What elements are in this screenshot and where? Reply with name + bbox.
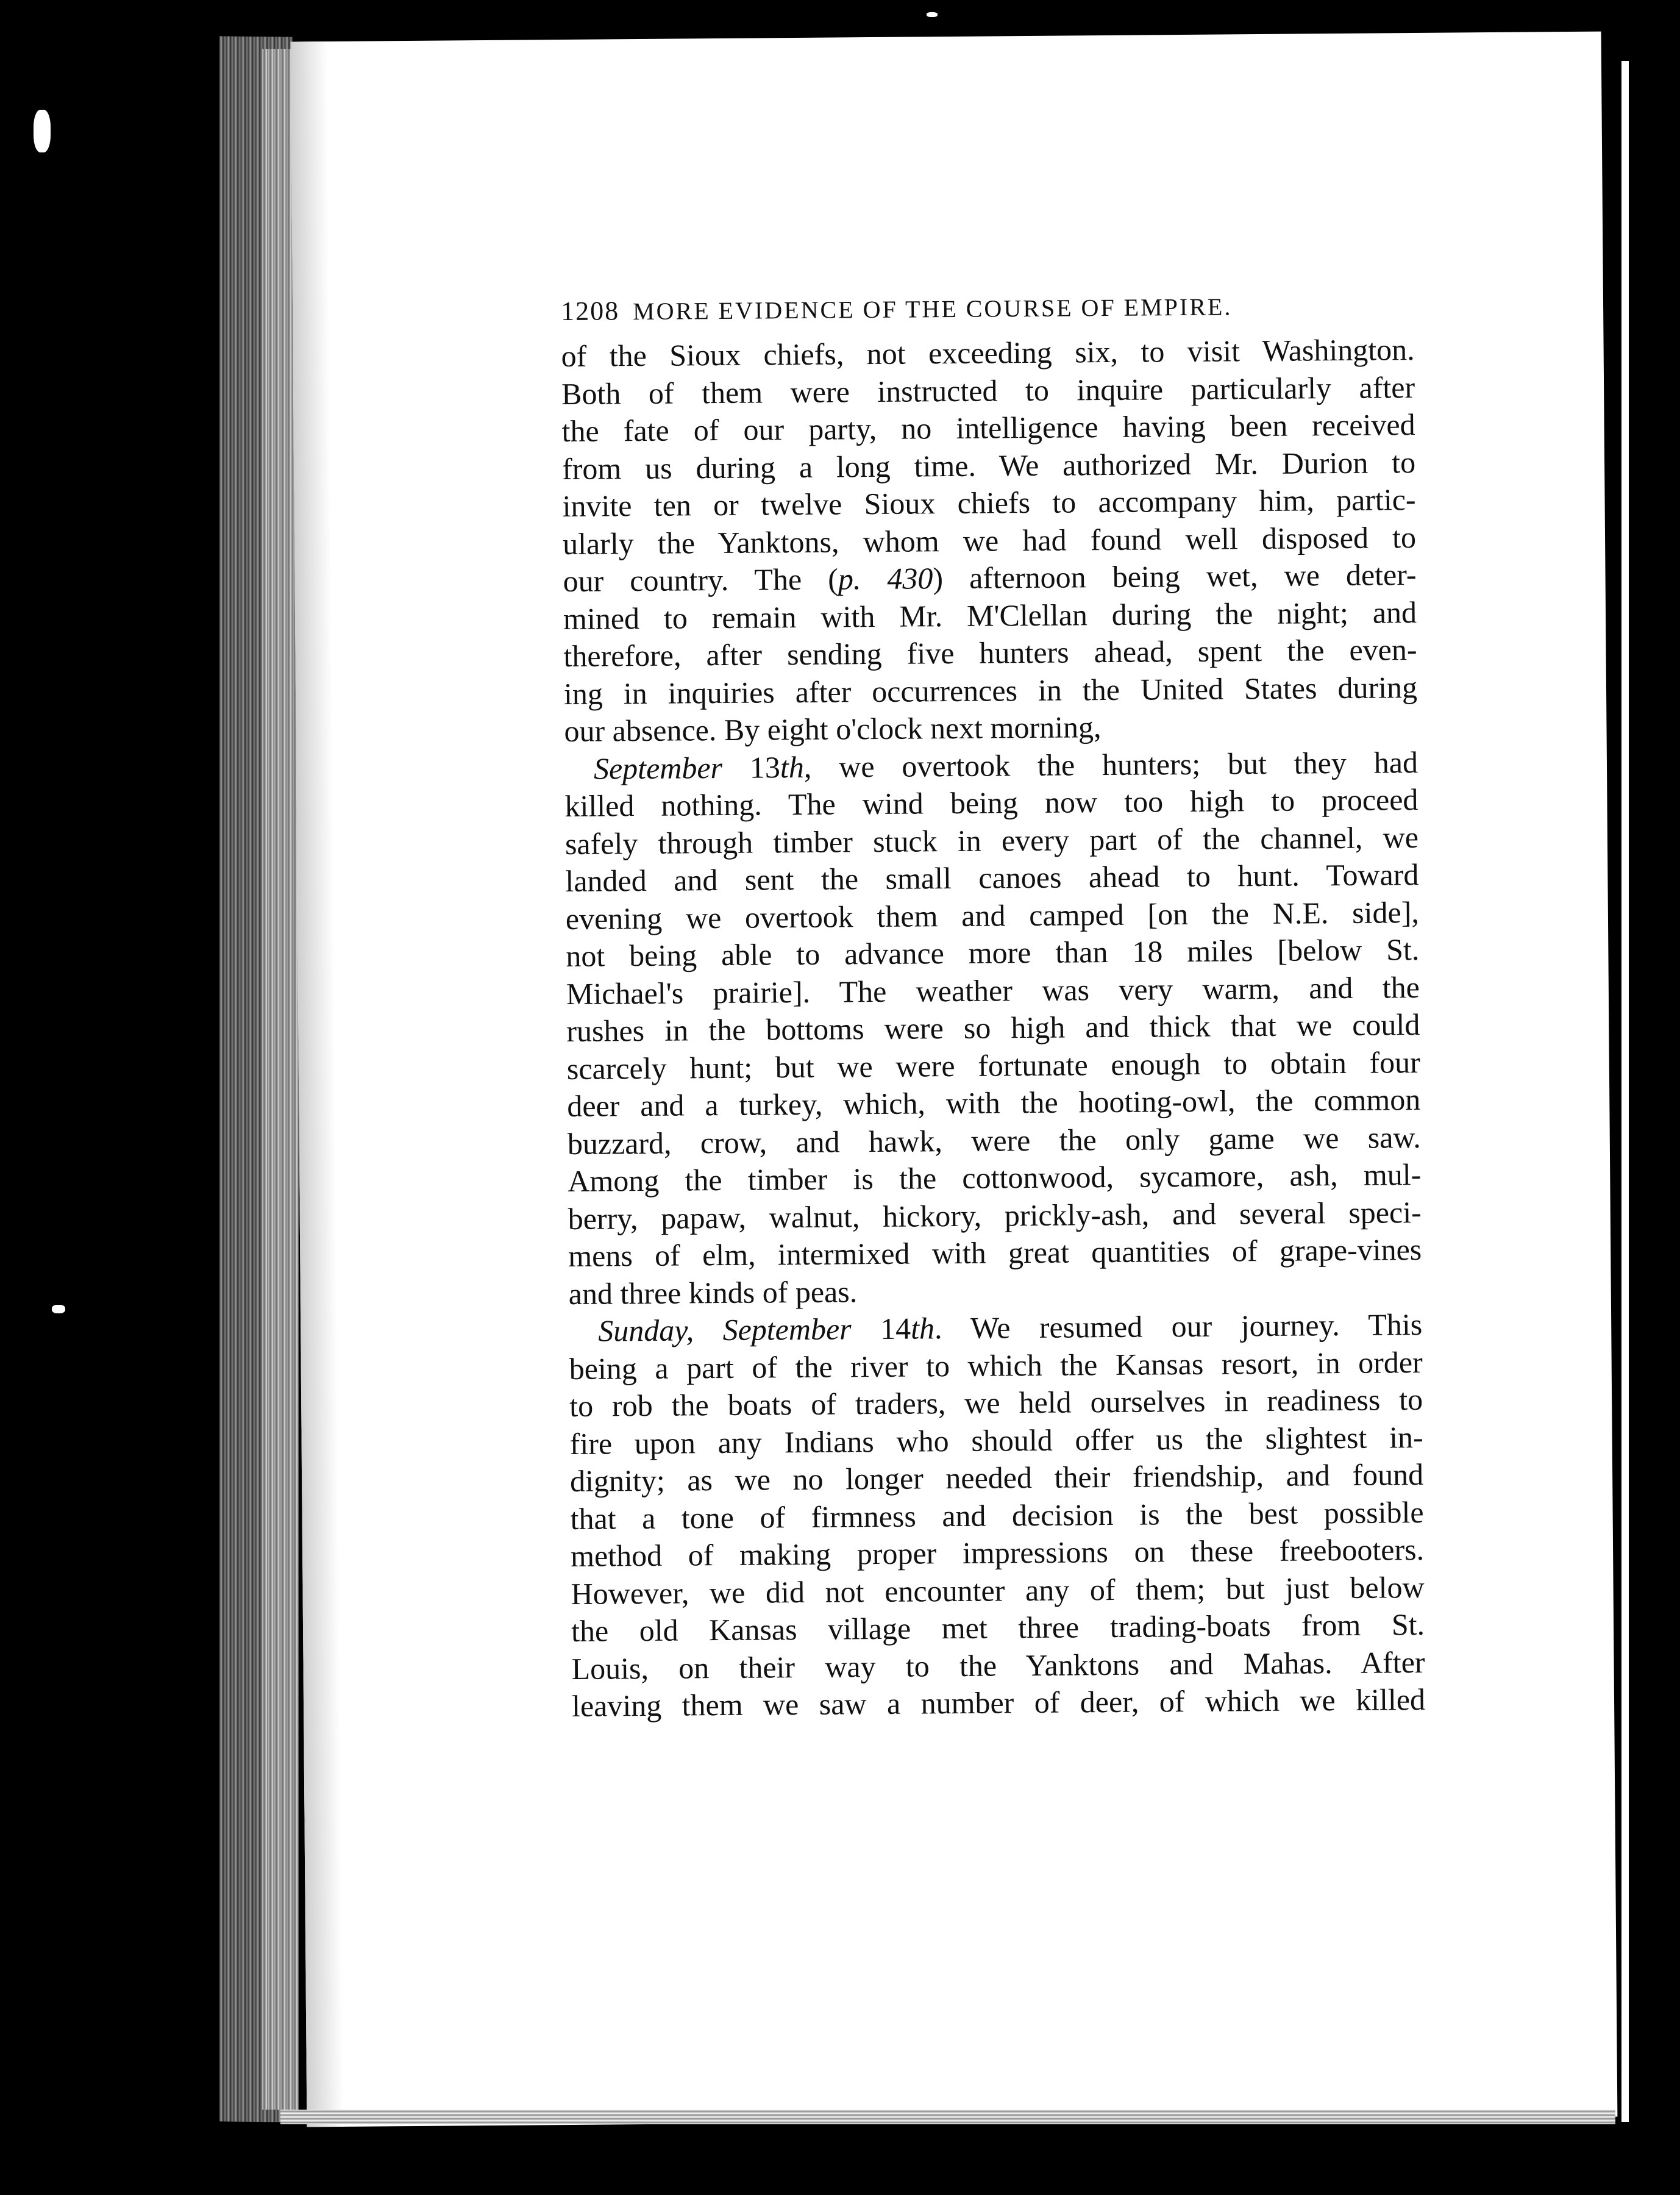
book-page bbox=[291, 32, 1618, 2127]
text-line bbox=[567, 1081, 1420, 1125]
line-text: landed and sent the small canoes ahead to hunt. Toward bbox=[565, 857, 1419, 898]
line-text: fire upon any Indians who should offer us the slightest in- bbox=[569, 1419, 1423, 1461]
line-text: method of making proper impressions on these freebooters. bbox=[570, 1532, 1425, 1573]
line-text: ) afternoon being wet, we deter- bbox=[933, 557, 1417, 596]
page-bottom-edge bbox=[280, 2110, 1615, 2124]
line-text: buzzard, crow, and hawk, were the only game we saw. bbox=[567, 1119, 1421, 1161]
text-line bbox=[569, 1306, 1422, 1350]
page-number: 1208 bbox=[560, 296, 620, 327]
text-line bbox=[568, 1156, 1421, 1200]
text-line bbox=[562, 481, 1415, 525]
line-text: that a tone of firmness and decision is the best possible bbox=[570, 1494, 1424, 1536]
italic-text: p. 430 bbox=[838, 561, 933, 596]
text-line bbox=[563, 556, 1416, 600]
scan-artifact bbox=[34, 110, 51, 152]
line-text: scarcely hunt; but we were fortunate enough to obtain four bbox=[566, 1044, 1421, 1086]
line-text: invite ten or twelve Sioux chiefs to accompany him, partic- bbox=[562, 482, 1416, 524]
line-text: , we overtook the hunters; but they had bbox=[803, 744, 1418, 784]
italic-text: th bbox=[910, 1311, 935, 1346]
line-text: . We resumed our journey. This bbox=[934, 1307, 1423, 1346]
text-line bbox=[569, 1268, 1422, 1312]
next-page-edge bbox=[1621, 61, 1629, 2122]
line-text: evening we overtook them and camped [on the N.E. side], bbox=[565, 894, 1420, 936]
line-text: mens of elm, intermixed with great quantities of grape-vines bbox=[568, 1232, 1422, 1273]
text-line bbox=[564, 706, 1417, 750]
text-line bbox=[566, 931, 1419, 975]
line-text: ing in inquiries after occurrences in the United States during bbox=[563, 669, 1418, 711]
text-line bbox=[564, 744, 1418, 788]
line-text: the old Kansas village met three trading-boats from St. bbox=[571, 1607, 1425, 1648]
text-line bbox=[565, 856, 1418, 900]
line-text: being a part of the river to which the Kansas resort, in order bbox=[569, 1344, 1423, 1386]
italic-text: Sunday, September bbox=[598, 1312, 852, 1348]
text-line bbox=[571, 1643, 1425, 1687]
line-text: therefore, after sending five hunters ahead, spent the even- bbox=[563, 632, 1417, 674]
running-head bbox=[561, 289, 1414, 327]
text-line bbox=[570, 1456, 1423, 1500]
italic-text: September bbox=[593, 750, 723, 786]
text-line bbox=[564, 669, 1417, 713]
text-line bbox=[571, 1531, 1424, 1575]
text-line bbox=[571, 1606, 1425, 1650]
text-line bbox=[563, 519, 1416, 563]
text-line bbox=[561, 369, 1415, 413]
text-line bbox=[568, 1193, 1422, 1237]
line-text: deer and a turkey, which, with the hooting-owl, the common bbox=[567, 1082, 1421, 1123]
line-text: ularly the Yanktons, whom we had found well disposed to bbox=[562, 519, 1417, 561]
line-text: from us during a long time. We authorized Mr. Durion to bbox=[561, 444, 1416, 486]
line-text: not being able to advance more than 18 miles [below St. bbox=[566, 932, 1420, 973]
line-text: Louis, on their way to the Yanktons and Mahas. After bbox=[571, 1644, 1425, 1686]
line-text: the fate of our party, no intelligence having been received bbox=[561, 407, 1415, 449]
text-line bbox=[570, 1493, 1423, 1537]
text-line bbox=[561, 406, 1415, 450]
text-line bbox=[565, 819, 1418, 863]
text-line bbox=[568, 1231, 1422, 1275]
line-text: rushes in the bottoms were so high and thick that we could bbox=[566, 1007, 1420, 1048]
text-line bbox=[569, 1418, 1423, 1462]
scan-artifact bbox=[927, 12, 938, 17]
text-line bbox=[568, 1118, 1421, 1162]
line-text: berry, papaw, walnut, hickory, prickly-ash, and several speci- bbox=[568, 1194, 1422, 1236]
text-line bbox=[562, 444, 1415, 488]
text-line bbox=[569, 1343, 1422, 1387]
scan-artifact bbox=[52, 1305, 65, 1313]
line-text: mined to remain with Mr. M'Clellan during the night; and bbox=[563, 594, 1417, 636]
line-text: Among the timber is the cottonwood, sycamore, ash, mul- bbox=[568, 1157, 1422, 1198]
text-line bbox=[566, 894, 1419, 938]
text-line bbox=[572, 1681, 1425, 1725]
running-head-title: MORE EVIDENCE OF THE COURSE OF EMPIRE. bbox=[632, 293, 1233, 326]
line-text: and three kinds of peas. bbox=[568, 1274, 858, 1311]
line-text: Both of them were instructed to inquire particularly after bbox=[561, 369, 1415, 411]
line-text: 14 bbox=[851, 1311, 911, 1346]
text-line bbox=[564, 781, 1418, 825]
text-line bbox=[571, 1568, 1424, 1612]
page-content bbox=[561, 289, 1425, 1725]
line-text: our absence. By eight o'clock next morning, bbox=[564, 710, 1102, 749]
line-text: Michael's prairie]. The weather was very warm, and the bbox=[566, 969, 1420, 1011]
text-line bbox=[566, 968, 1420, 1012]
line-text: safely through timber stuck in every part of the channel, we bbox=[564, 819, 1419, 861]
italic-text: th bbox=[780, 749, 805, 784]
line-text: of the Sioux chiefs, not exceeding six, to visit Washington. bbox=[561, 332, 1415, 374]
text-line bbox=[567, 1043, 1420, 1087]
line-text: to rob the boats of traders, we held ourselves in readiness to bbox=[569, 1382, 1423, 1423]
line-text: killed nothing. The wind being now too high to proceed bbox=[564, 782, 1418, 824]
text-line bbox=[563, 631, 1417, 675]
line-text: our country. The ( bbox=[563, 562, 839, 599]
line-text: 13 bbox=[722, 749, 781, 785]
line-text: leaving them we saw a number of deer, of which we killed bbox=[571, 1682, 1426, 1723]
body-text bbox=[561, 331, 1425, 1725]
line-text: dignity; as we no longer needed their friendship, and found bbox=[569, 1457, 1424, 1498]
text-line bbox=[563, 594, 1417, 638]
text-line bbox=[566, 1006, 1420, 1050]
text-line bbox=[561, 331, 1414, 375]
text-line bbox=[569, 1381, 1423, 1425]
line-text: However, we did not encounter any of them; but just below bbox=[571, 1569, 1425, 1611]
